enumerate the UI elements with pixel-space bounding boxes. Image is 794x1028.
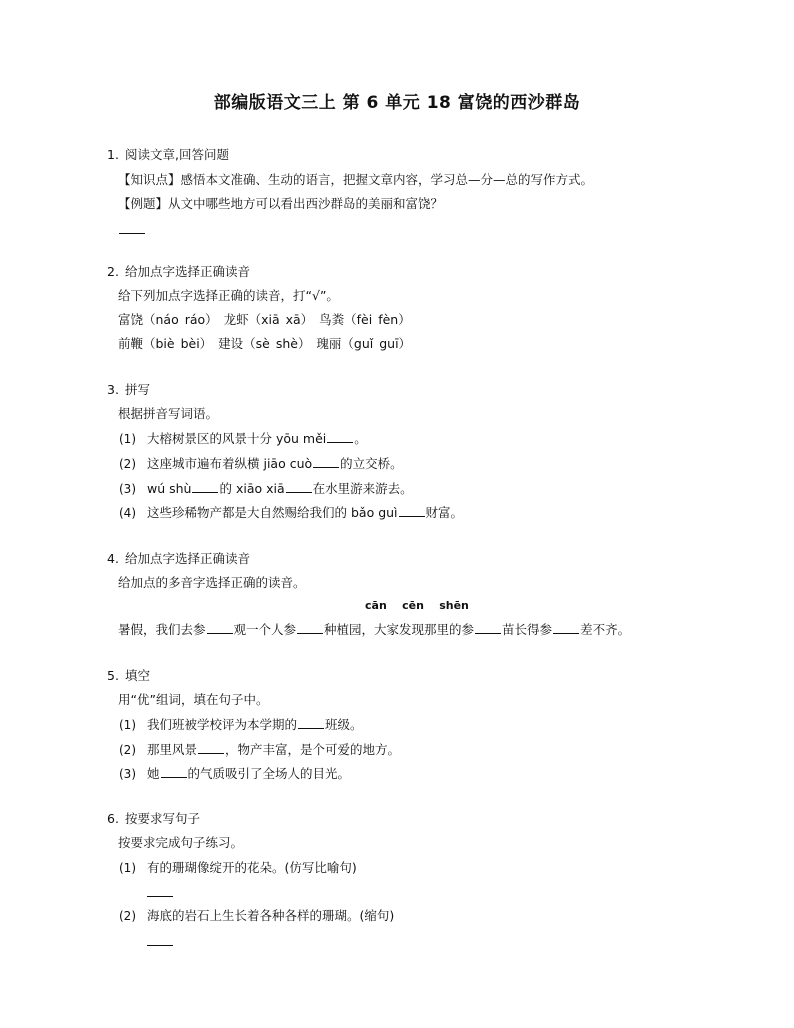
q6-item-1: 有的珊瑚像绽开的花朵。(仿写比喻句) bbox=[147, 860, 357, 875]
q4-pinyin-options: cān cēn shēn bbox=[365, 599, 469, 612]
q6-item-2: 海底的岩石上生长着各种各样的珊瑚。(缩句) bbox=[147, 908, 395, 923]
q3-item-3-number: (3) bbox=[119, 482, 136, 496]
q5-item-3: 她 的气质吸引了全场人的目光。 bbox=[147, 766, 351, 781]
answer-blank bbox=[475, 622, 501, 634]
q6-item-1-answer-blank bbox=[147, 896, 173, 897]
answer-blank bbox=[399, 505, 425, 517]
answer-blank bbox=[297, 622, 323, 634]
q6-instruction: 按要求完成句子练习。 bbox=[118, 835, 244, 850]
q3-item-4: 这些珍稀物产都是大自然赐给我们的 bǎo guì 财富。 bbox=[147, 505, 464, 520]
q2-number: 2. bbox=[107, 264, 119, 279]
answer-blank bbox=[198, 742, 224, 754]
q2-row-1: 富饶（náo ráo） 龙虾（xiā xā） 鸟粪（fèi fèn） bbox=[118, 312, 411, 327]
q3-number: 3. bbox=[107, 382, 119, 397]
q1-example: 【例题】从文中哪些地方可以看出西沙群岛的美丽和富饶？ bbox=[118, 196, 444, 211]
q5-item-1: 我们班被学校评为本学期的 班级。 bbox=[147, 717, 363, 732]
q4-sentence: 暑假，我们去参 观一个人参 种植园，大家发现那里的参 苗长得参 差不齐。 bbox=[118, 622, 631, 637]
q2-heading: 给加点字选择正确读音 bbox=[125, 264, 251, 279]
q3-item-3: wú shù 的 xiāo xiā 在水里游来游去。 bbox=[147, 481, 413, 496]
q3-item-1: 大榕树景区的风景十分 yōu měi 。 bbox=[147, 431, 367, 446]
q1-number: 1. bbox=[107, 147, 119, 162]
page-title: 部编版语文三上 第 6 单元 18 富饶的西沙群岛 bbox=[213, 93, 581, 113]
q3-item-2-number: (2) bbox=[119, 457, 136, 471]
answer-blank bbox=[553, 622, 579, 634]
q6-item-2-answer-blank bbox=[147, 945, 173, 946]
q6-number: 6. bbox=[107, 811, 119, 826]
q2-instruction: 给下列加点字选择正确的读音，打“√”。 bbox=[118, 288, 339, 303]
answer-blank bbox=[298, 717, 324, 729]
answer-blank bbox=[313, 456, 339, 468]
q5-item-2: 那里风景 ，物产丰富，是个可爱的地方。 bbox=[147, 742, 401, 757]
answer-blank bbox=[192, 481, 218, 493]
q5-item-3-number: (3) bbox=[119, 767, 136, 781]
q5-heading: 填空 bbox=[125, 668, 151, 683]
q5-instruction: 用“优”组词，填在句子中。 bbox=[118, 692, 269, 707]
answer-blank bbox=[161, 766, 187, 778]
q5-item-2-number: (2) bbox=[119, 743, 136, 757]
q4-heading: 给加点字选择正确读音 bbox=[125, 551, 251, 566]
q6-item-2-number: (2) bbox=[119, 909, 136, 923]
q3-item-4-number: (4) bbox=[119, 506, 136, 520]
answer-blank bbox=[327, 431, 353, 443]
q3-item-1-number: (1) bbox=[119, 432, 136, 446]
answer-blank bbox=[286, 481, 312, 493]
q3-heading: 拼写 bbox=[125, 382, 151, 397]
q3-item-2: 这座城市遍布着纵横 jiāo cuò 的立交桥。 bbox=[147, 456, 403, 471]
q1-heading: 阅读文章,回答问题 bbox=[125, 147, 229, 162]
q3-instruction: 根据拼音写词语。 bbox=[118, 406, 219, 421]
q4-number: 4. bbox=[107, 551, 119, 566]
q5-number: 5. bbox=[107, 668, 119, 683]
q1-knowledge-point: 【知识点】感悟本文准确、生动的语言，把握文章内容，学习总—分—总的写作方式。 bbox=[118, 172, 594, 187]
q4-instruction: 给加点的多音字选择正确的读音。 bbox=[118, 575, 306, 590]
q5-item-1-number: (1) bbox=[119, 718, 136, 732]
q2-row-2: 前鞭（biè bèi） 建设（sè shè） 瑰丽（guǐ guī） bbox=[118, 336, 412, 351]
q6-heading: 按要求写句子 bbox=[125, 811, 201, 826]
q1-answer-blank bbox=[119, 233, 145, 234]
q6-item-1-number: (1) bbox=[119, 861, 136, 875]
answer-blank bbox=[207, 622, 233, 634]
